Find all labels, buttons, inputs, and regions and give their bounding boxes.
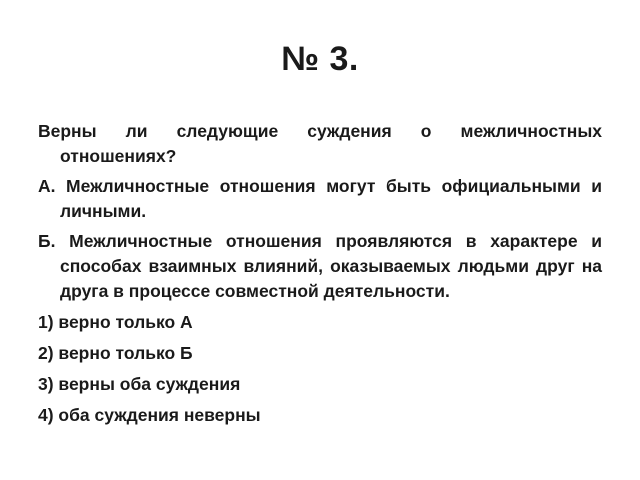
statement-a: А. Межличностные отношения могут быть официальными и личными. <box>38 176 602 221</box>
answer-option-3: 3) верны оба суждения <box>38 374 241 394</box>
answer-option-4: 4) оба суждения неверны <box>38 405 261 425</box>
answer-option-1: 1) верно только А <box>38 312 193 332</box>
slide-title: № 3. <box>281 40 359 78</box>
answer-option-2: 2) верно только Б <box>38 343 193 363</box>
question-text: Верны ли следующие суждения о межличностных отношениях? <box>38 121 602 166</box>
statement-b: Б. Межличностные отношения проявляются в характере и способах взаимных влияний, оказываемых людьми друг на друга в процессе совместной деятельности. <box>38 231 602 301</box>
slide-content <box>38 119 602 433</box>
